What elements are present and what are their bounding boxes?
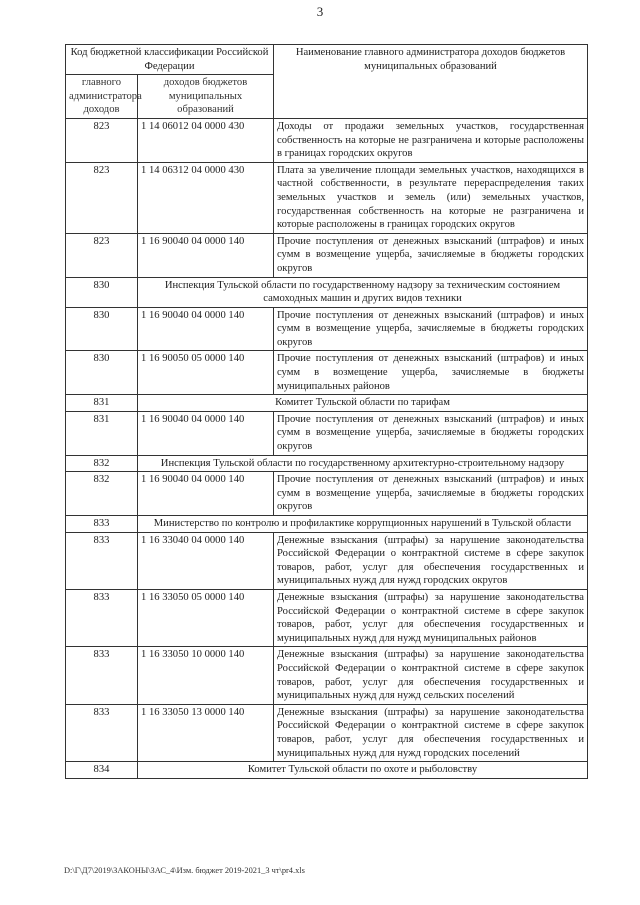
- revenue-description-cell: Прочие поступления от денежных взысканий (штрафов) и иных сумм в возмещение ущерба, зачисляемые в бюджеты городских округов: [274, 307, 588, 351]
- revenue-code-subheader: доходов бюджетов муниципальных образований: [138, 75, 274, 119]
- table-row: [66, 704, 588, 761]
- revenue-description-cell: Прочие поступления от денежных взысканий (штрафов) и иных сумм в возмещение ущерба, зачисляемые в бюджеты городских округов: [274, 472, 588, 516]
- admin-code-cell: 831: [66, 411, 138, 455]
- admin-code-cell: 833: [66, 532, 138, 589]
- organization-name-cell: Инспекция Тульской области по государственному архитектурно-строительному надзору: [138, 455, 588, 472]
- organization-row: [66, 455, 588, 472]
- revenue-code-cell: 1 16 90040 04 0000 140: [138, 307, 274, 351]
- revenue-code-cell: 1 16 33050 13 0000 140: [138, 704, 274, 761]
- organization-row: [66, 395, 588, 412]
- admin-code-cell: 833: [66, 647, 138, 704]
- organization-name-cell: Комитет Тульской области по тарифам: [138, 395, 588, 412]
- admin-code-cell: 823: [66, 233, 138, 277]
- organization-name-cell: Комитет Тульской области по охоте и рыболовству: [138, 762, 588, 779]
- revenue-description-cell: Денежные взыскания (штрафы) за нарушение законодательства Российской Федерации о контрактной системе в сфере закупок товаров, работ, услуг для обеспечения государственных и муниципальных нужд для нужд городских поселений: [274, 704, 588, 761]
- admin-code-cell: 833: [66, 704, 138, 761]
- page-number: 3: [316, 4, 324, 19]
- revenue-description-cell: Прочие поступления от денежных взысканий (штрафов) и иных сумм в возмещение ущерба, зачисляемые в бюджеты муниципальных районов: [274, 351, 588, 395]
- revenue-code-cell: 1 16 90050 05 0000 140: [138, 351, 274, 395]
- table-row: [66, 589, 588, 646]
- admin-code-cell: 833: [66, 589, 138, 646]
- revenue-code-cell: 1 16 33040 04 0000 140: [138, 532, 274, 589]
- table-row: [66, 162, 588, 233]
- table-row: [66, 307, 588, 351]
- revenue-description-cell: Денежные взыскания (штрафы) за нарушение законодательства Российской Федерации о контрактной системе в сфере закупок товаров, работ, услуг для обеспечения государственных и муниципальных нужд для нужд городских округов: [274, 532, 588, 589]
- admin-code-cell: 830: [66, 307, 138, 351]
- organization-row: [66, 516, 588, 533]
- admin-code-cell: 832: [66, 472, 138, 516]
- revenue-code-cell: 1 14 06012 04 0000 430: [138, 118, 274, 162]
- file-path-footer: D:\Г\Д7\2019\ЗАКОНЫ\ЗАС_4\Изм. бюджет 2019-2021_3 чт\pr4.xls: [64, 866, 305, 875]
- table-row: [66, 532, 588, 589]
- main-admin-subheader: главного администратора доходов: [66, 75, 138, 119]
- admin-code-cell: 833: [66, 516, 138, 533]
- revenue-code-cell: 1 16 90040 04 0000 140: [138, 411, 274, 455]
- revenue-administrators-table: [65, 44, 588, 779]
- admin-code-cell: 832: [66, 455, 138, 472]
- revenue-description-cell: Денежные взыскания (штрафы) за нарушение законодательства Российской Федерации о контрактной системе в сфере закупок товаров, работ, услуг для обеспечения государственных и муниципальных нужд для нужд муниципальных районов: [274, 589, 588, 646]
- revenue-code-cell: 1 16 90040 04 0000 140: [138, 472, 274, 516]
- admin-code-cell: 823: [66, 118, 138, 162]
- admin-code-cell: 830: [66, 351, 138, 395]
- table-row: [66, 233, 588, 277]
- revenue-code-cell: 1 14 06312 04 0000 430: [138, 162, 274, 233]
- table-row: [66, 118, 588, 162]
- table-row: [66, 351, 588, 395]
- organization-name-cell: Министерство по контролю и профилактике коррупционных нарушений в Тульской области: [138, 516, 588, 533]
- revenue-code-cell: 1 16 33050 10 0000 140: [138, 647, 274, 704]
- admin-code-cell: 834: [66, 762, 138, 779]
- revenue-description-cell: Прочие поступления от денежных взысканий (штрафов) и иных сумм в возмещение ущерба, зачисляемые в бюджеты городских округов: [274, 233, 588, 277]
- table-header-row: [66, 45, 588, 75]
- revenue-description-cell: Прочие поступления от денежных взысканий (штрафов) и иных сумм в возмещение ущерба, зачисляемые в бюджеты городских округов: [274, 411, 588, 455]
- revenue-description-cell: Плата за увеличение площади земельных участков, находящихся в частной собственности, в результате перераспределения таких земельных участков и земель (или) земельных участков, государственная собственность на которые не разграничена и которые расположены в границах городских округов: [274, 162, 588, 233]
- table-row: [66, 411, 588, 455]
- organization-row: [66, 277, 588, 307]
- admin-name-header: Наименование главного администратора доходов бюджетов муниципальных образований: [274, 45, 588, 119]
- revenue-description-cell: Доходы от продажи земельных участков, государственная собственность на которые не разграничена и которые расположены в границах городских округов: [274, 118, 588, 162]
- admin-code-cell: 823: [66, 162, 138, 233]
- revenue-code-cell: 1 16 90040 04 0000 140: [138, 233, 274, 277]
- organization-name-cell: Инспекция Тульской области по государственному надзору за техническим состоянием самоходных машин и других видов техники: [138, 277, 588, 307]
- revenue-description-cell: Денежные взыскания (штрафы) за нарушение законодательства Российской Федерации о контрактной системе в сфере закупок товаров, работ, услуг для обеспечения государственных и муниципальных нужд для нужд сельских поселений: [274, 647, 588, 704]
- admin-code-cell: 831: [66, 395, 138, 412]
- organization-row: [66, 762, 588, 779]
- table-row: [66, 647, 588, 704]
- revenue-code-cell: 1 16 33050 05 0000 140: [138, 589, 274, 646]
- admin-code-cell: 830: [66, 277, 138, 307]
- kbk-header: Код бюджетной классификации Российской Федерации: [66, 45, 274, 75]
- table-row: [66, 472, 588, 516]
